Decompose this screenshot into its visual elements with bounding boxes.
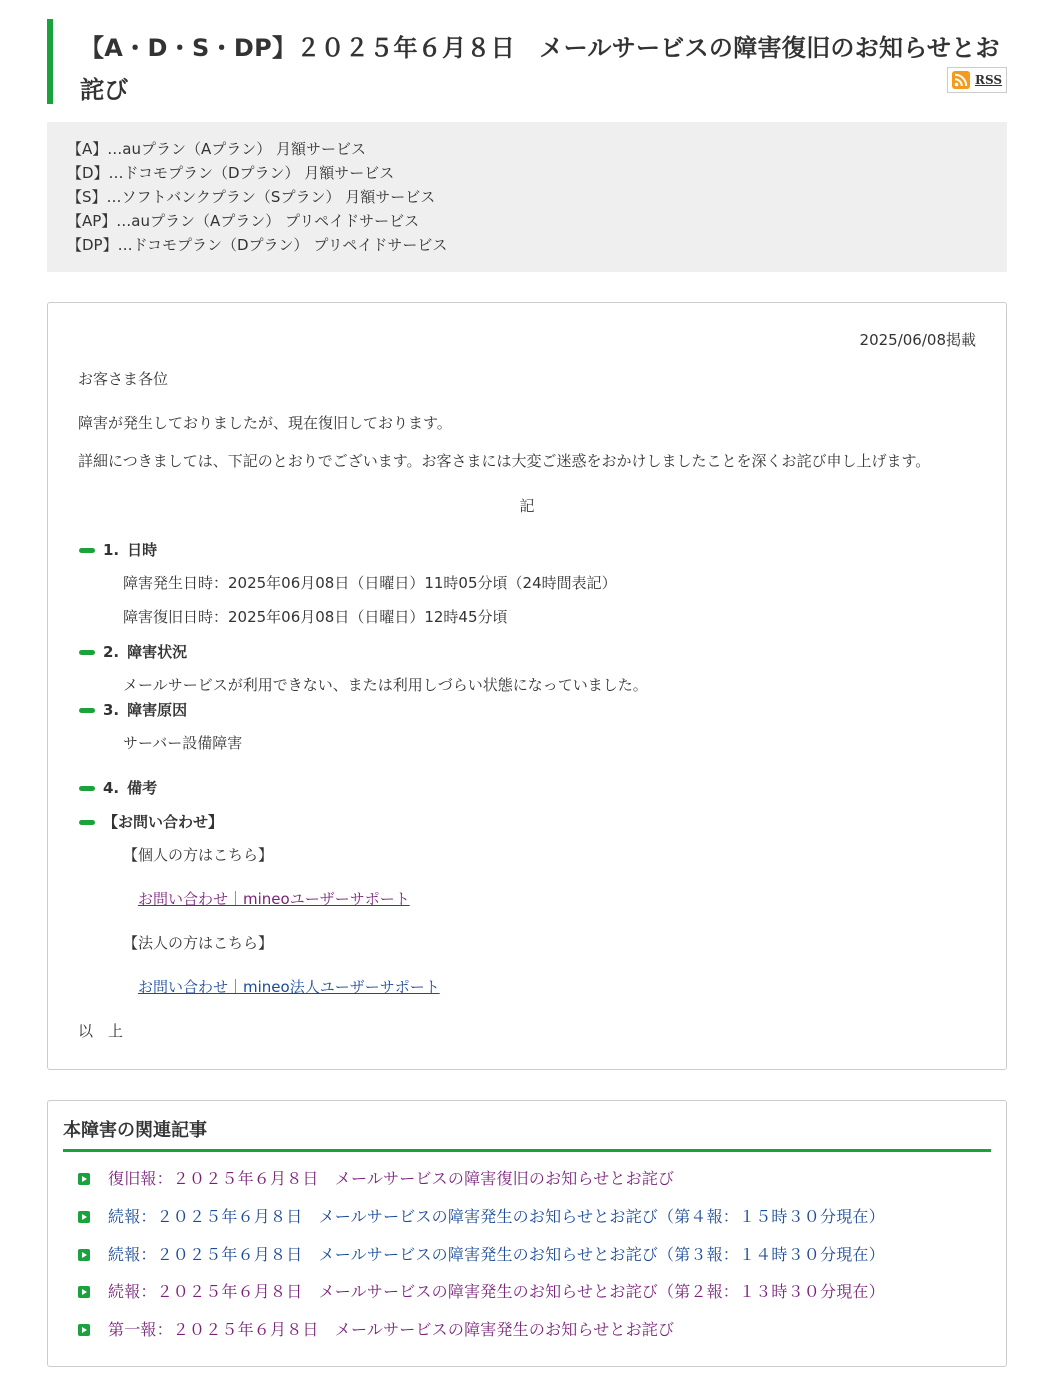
green-dash-icon [79,548,95,553]
plan-legend-item: 【S】…ソフトバンクプラン（Sプラン） 月額サービス [67,188,436,206]
section-title: 【お問い合わせ】 [103,813,224,831]
greeting: お客さま各位 [78,370,169,388]
green-dash-icon [79,650,95,655]
occurred-datetime: 障害発生日時：2025年06月08日（日曜日）11時05分頃（24時間表記） [123,574,617,592]
section-title: 日時 [127,541,158,559]
corporate-contact-label: 【法人の方はこちら】 [123,934,274,952]
green-play-square-icon [78,1173,90,1185]
rss-button[interactable] [947,67,1007,93]
green-play-square-icon [78,1211,90,1223]
personal-support-link-label[interactable]: お問い合わせ｜mineoユーザーサポート [138,890,410,908]
related-article-link[interactable]: 続報：２０２５年６月８日 メールサービスの障害発生のお知らせとお詫び（第４報：１５時３０分現在） [108,1207,885,1226]
apology-paragraph: 詳細につきましては、下記のとおりでございます。お客さまには大変ご迷惑をおかけしましたことを深くお詫び申し上げます。 [78,452,931,470]
plan-legend-item: 【AP】…auプラン（Aプラン） プリペイドサービス [67,212,420,230]
corporate-support-link[interactable] [123,976,440,998]
related-articles [47,1100,1007,1367]
intro-paragraph: 障害が発生しておりましたが、現在復旧しております。 [78,414,452,432]
related-article-link[interactable]: 続報：２０２５年６月８日 メールサービスの障害発生のお知らせとお詫び（第３報：１４時３０分現在） [108,1245,885,1264]
related-article-link[interactable]: 第一報：２０２５年６月８日 メールサービスの障害発生のお知らせとお詫び [108,1320,675,1339]
rss-feed-icon [952,71,970,89]
plan-legend [47,122,1007,272]
personal-support-link[interactable] [123,888,410,910]
section-heading-status [79,641,187,663]
related-article-link[interactable]: 続報：２０２５年６月８日 メールサービスの障害発生のお知らせとお詫び（第２報：１３時３０分現在） [108,1282,885,1301]
section-number: 2. [103,643,120,661]
related-article-item [78,1244,885,1266]
ki-heading: 記 [519,497,535,515]
rss-label[interactable]: RSS [974,73,1003,87]
related-article-link[interactable]: 復旧報：２０２５年６月８日 メールサービスの障害復旧のお知らせとお詫び [108,1169,675,1188]
plan-legend-item: 【D】…ドコモプラン（Dプラン） 月額サービス [67,164,395,182]
recovered-datetime: 障害復旧日時：2025年06月08日（日曜日）12時45分頃 [123,608,508,626]
page-title: 【A・D・S・DP】２０２５年６月８日 メールサービスの障害復旧のお知らせとお詫び [80,34,1000,104]
green-play-square-icon [78,1286,90,1298]
section-number: 3. [103,701,120,719]
notice-body [47,302,1007,1070]
closing-text: 以 上 [78,1022,124,1040]
section-heading-cause [79,699,187,721]
plan-legend-item: 【A】…auプラン（Aプラン） 月額サービス [67,140,366,158]
section-heading-contact [79,811,223,833]
green-play-square-icon [78,1324,90,1336]
section-heading-datetime [79,539,157,561]
page-title-block [47,19,1007,104]
section-title: 障害状況 [127,643,188,661]
green-dash-icon [79,820,95,825]
personal-contact-label: 【個人の方はこちら】 [123,846,274,864]
section-title: 障害原因 [127,701,188,719]
status-text: メールサービスが利用できない、または利用しづらい状態になっていました。 [123,676,648,694]
section-heading-remarks [79,777,157,799]
related-article-item [78,1206,885,1228]
posted-date: 2025/06/08掲載 [859,331,976,349]
section-number: 1. [103,541,120,559]
green-dash-icon [79,786,95,791]
green-dash-icon [79,708,95,713]
related-article-item [78,1319,674,1341]
related-article-item [78,1168,674,1190]
plan-legend-item: 【DP】…ドコモプラン（Dプラン） プリペイドサービス [67,236,448,254]
section-title: 備考 [127,779,158,797]
related-articles-title: 本障害の関連記事 [63,1117,991,1152]
green-play-square-icon [78,1249,90,1261]
cause-text: サーバー設備障害 [123,734,243,752]
related-article-item [78,1281,885,1303]
section-number: 4. [103,779,120,797]
corporate-support-link-label[interactable]: お問い合わせ｜mineo法人ユーザーサポート [138,978,440,996]
